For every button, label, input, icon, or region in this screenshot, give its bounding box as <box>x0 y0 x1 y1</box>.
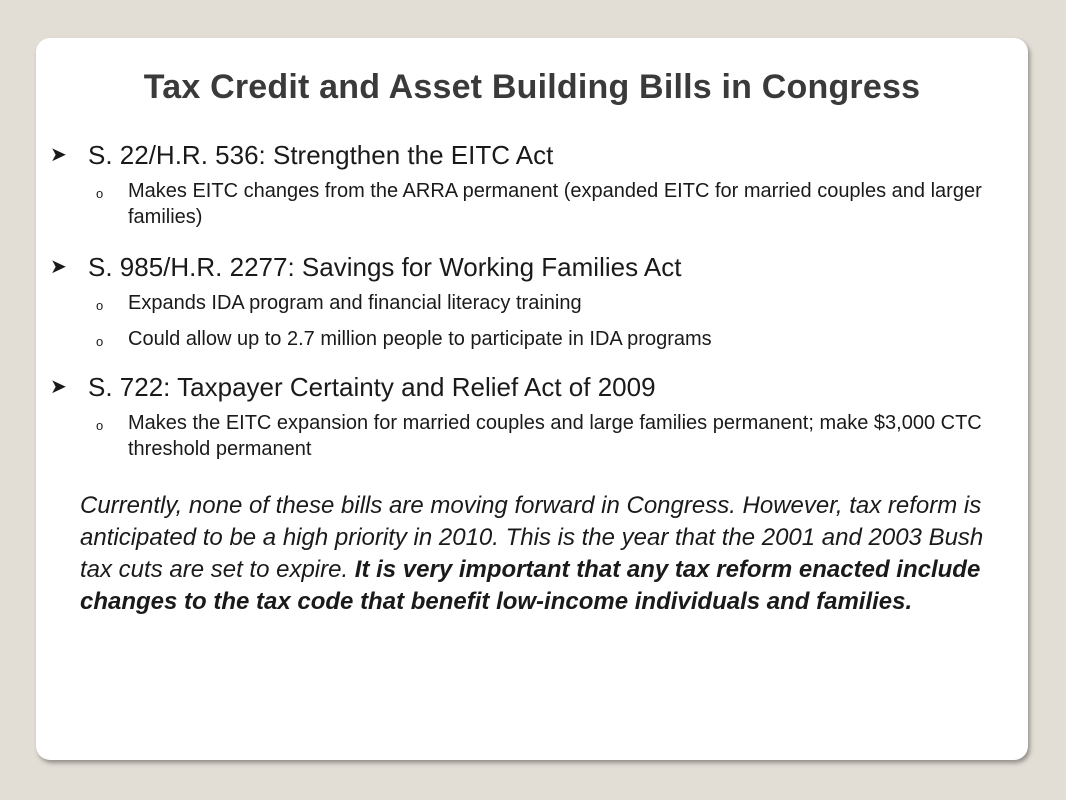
bill-detail-text: Expands IDA program and financial literacy training <box>128 292 582 314</box>
bill-item <box>50 252 1008 362</box>
arrow-bullet-icon: ➤ <box>50 376 67 398</box>
bill-detail-item <box>50 178 1008 230</box>
circle-bullet-icon: o <box>96 298 104 313</box>
bill-item <box>50 140 1008 240</box>
bill-heading: S. 985/H.R. 2277: Savings for Working Families Act <box>88 252 682 282</box>
bill-item <box>50 372 1008 472</box>
summary-emphasis: It is very important that any tax reform enacted include changes to the tax code that benefit low-income individuals and families. <box>80 556 981 615</box>
slide-title: Tax Credit and Asset Building Bills in Congress <box>143 68 921 106</box>
bill-heading-row <box>50 140 1008 170</box>
bill-heading-row <box>50 252 1008 282</box>
circle-bullet-icon: o <box>96 334 104 349</box>
bill-detail-item <box>50 410 1008 462</box>
bill-detail-list <box>50 290 1008 352</box>
bill-detail-text: Could allow up to 2.7 million people to participate in IDA programs <box>128 328 712 350</box>
summary-paragraph <box>80 490 988 618</box>
circle-bullet-icon: o <box>96 186 104 201</box>
arrow-bullet-icon: ➤ <box>50 256 67 278</box>
bill-heading: S. 22/H.R. 536: Strengthen the EITC Act <box>88 140 554 170</box>
bill-detail-text: Makes the EITC expansion for married couples and large families permanent; make $3,000 CTC threshold permanent <box>128 412 982 460</box>
bill-detail-list <box>50 410 1008 462</box>
bill-detail-item <box>50 290 1008 316</box>
bill-heading-row <box>50 372 1008 402</box>
bill-detail-list <box>50 178 1008 230</box>
bill-detail-item <box>50 326 1008 352</box>
arrow-bullet-icon: ➤ <box>50 144 67 166</box>
bill-detail-text: Makes EITC changes from the ARRA permanent (expanded EITC for married couples and larger families) <box>128 180 982 228</box>
slide-frame <box>36 38 1028 760</box>
circle-bullet-icon: o <box>96 418 104 433</box>
bill-heading: S. 722: Taxpayer Certainty and Relief Act of 2009 <box>88 372 656 402</box>
summary-text: Currently, none of these bills are moving forward in Congress. However, tax reform is anticipated to be a high priority in 2010. This is the year that the 2001 and 2003 Bush tax cuts are set to expire. <box>80 492 984 583</box>
